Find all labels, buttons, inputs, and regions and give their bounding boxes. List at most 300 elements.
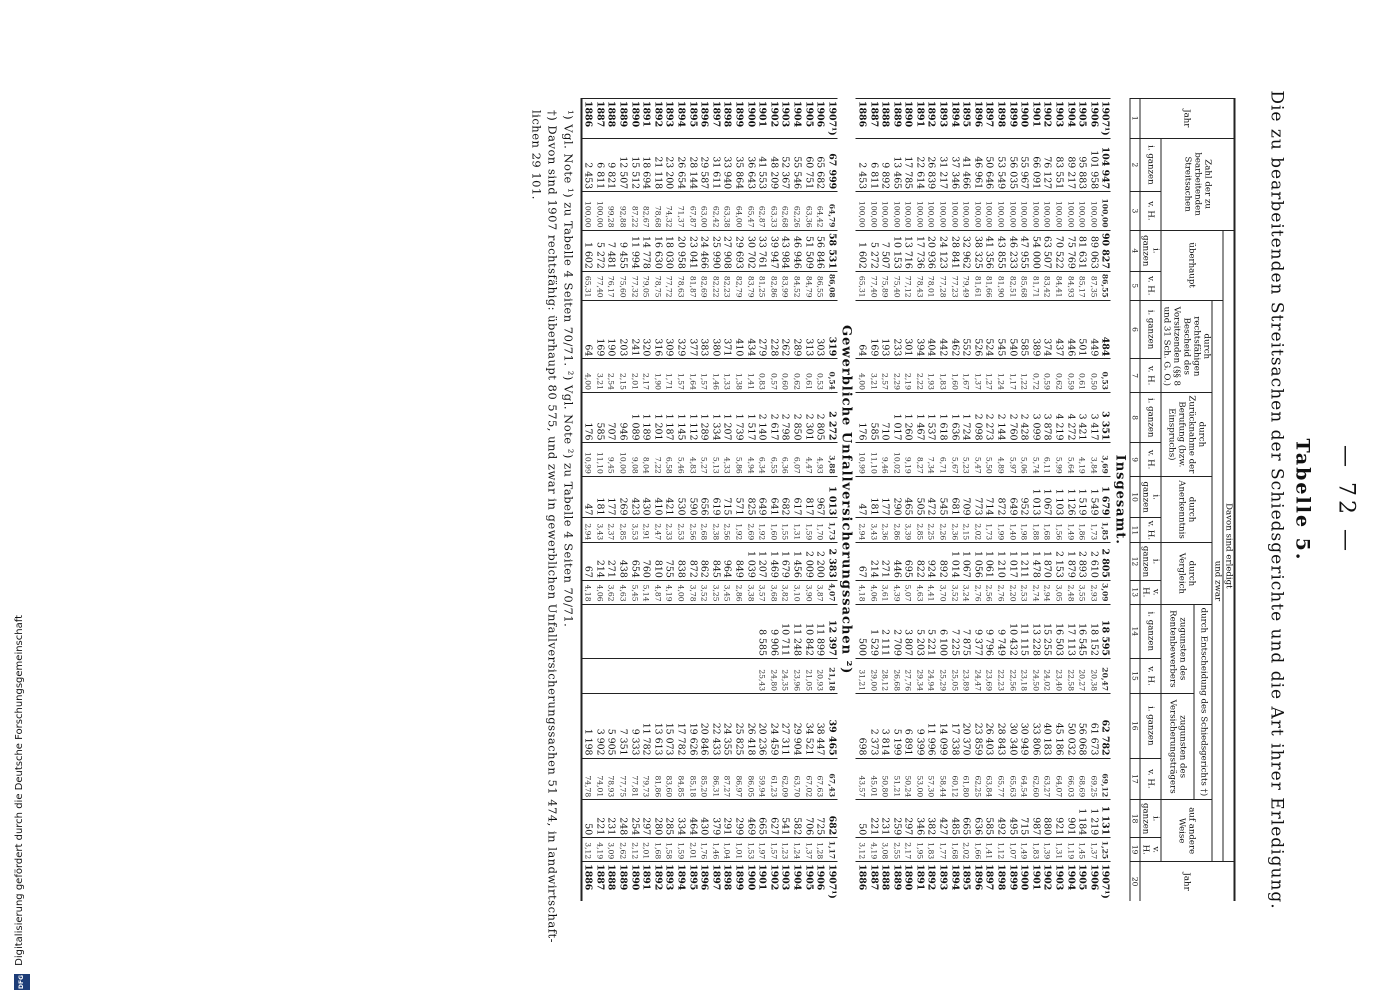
table-row (867, 99, 879, 902)
cell-count: 924 (925, 543, 937, 581)
cell-percent: 77,12 (902, 271, 914, 300)
cell-percent: 83,42 (1041, 271, 1053, 300)
cell-count: 462 (948, 300, 960, 359)
cell-count: 38 325 (971, 230, 983, 271)
cell-percent: 1,98 (1018, 518, 1030, 543)
cell-percent (744, 658, 756, 693)
cell-count: 89 217 (1064, 138, 1076, 192)
cell-count: 7 875 (960, 604, 972, 658)
cell-count: 1 198 (581, 694, 594, 758)
cell-count: 20 846 (698, 694, 710, 758)
cell-count: 530 (674, 476, 686, 518)
column-number: 13 (1130, 580, 1140, 604)
cell-percent: 87,35 (1087, 271, 1099, 300)
cell-count: 89 063 (1087, 230, 1099, 271)
header-und-zwar: und zwar (1212, 300, 1223, 862)
cell-percent: 2,94 (1041, 580, 1053, 604)
cell-count (732, 604, 744, 658)
cell-percent: 1,23 (779, 838, 791, 862)
table-row (1018, 99, 1030, 902)
cell-percent: 57,30 (925, 758, 937, 800)
cell-percent: 2,76 (971, 580, 983, 604)
unit-total: i. ganzen (1140, 800, 1161, 838)
cell-count: 383 (698, 300, 710, 359)
cell-percent: 1,49 (1018, 838, 1030, 862)
cell-year: 1889 (890, 99, 902, 139)
cell-year-right: 1892 (651, 862, 663, 901)
cell-count: 29 904 (790, 694, 802, 758)
cell-percent: 5,99 (1052, 443, 1064, 476)
cell-year: 1894 (948, 99, 960, 139)
cell-count: 7 225 (948, 604, 960, 658)
cell-count: 26 839 (925, 138, 937, 192)
cell-count: 30 949 (1018, 694, 1030, 758)
cell-count: 656 (698, 476, 710, 518)
cell-count: 1 602 (855, 230, 867, 271)
cell-count: 297 (902, 800, 914, 838)
cell-percent: 1,31 (1052, 838, 1064, 862)
cell-percent: 4,41 (925, 580, 937, 604)
cell-count: 259 (890, 800, 902, 838)
cell-count: 51 509 (802, 230, 814, 271)
cell-year-right: 1896 (698, 862, 710, 901)
cell-count: 3 902 (593, 694, 605, 758)
column-number: 17 (1130, 758, 1140, 800)
cell-count: 1 602 (581, 230, 594, 271)
cell-count: 13 228 (1029, 604, 1041, 658)
cell-percent: 78,93 (605, 758, 617, 800)
cell-count: 26 418 (744, 694, 756, 758)
cell-percent: 25,05 (948, 658, 960, 693)
cell-year: 1903 (1052, 99, 1064, 139)
cell-count: 20 958 (674, 230, 686, 271)
cell-percent: 4,63 (616, 580, 628, 604)
cell-count: 725 (814, 800, 826, 838)
cell-year: 1891 (913, 99, 925, 139)
cell-count: 484 (1099, 300, 1111, 359)
cell-percent: 5,06 (1018, 443, 1030, 476)
cell-percent: 24,02 (1041, 658, 1053, 693)
cell-year: 1890 (902, 99, 914, 139)
cell-year-right: 1895 (686, 862, 698, 901)
cell-count (616, 604, 628, 658)
table-row (698, 99, 710, 902)
cell-percent: 6,55 (767, 443, 779, 476)
cell-percent: 1,95 (913, 838, 925, 862)
cell-year-right: 1900 (1018, 862, 1030, 901)
cell-count: 60 751 (802, 138, 814, 192)
cell-count: 346 (913, 800, 925, 838)
cell-count: 40 183 (1041, 694, 1053, 758)
table-row (1041, 99, 1053, 902)
cell-year-right: 1886 (855, 862, 867, 901)
cell-percent: 1,93 (925, 359, 937, 393)
cell-year: 1896 (698, 99, 710, 139)
cell-percent: 0,62 (790, 359, 802, 393)
cell-percent: 10,00 (616, 443, 628, 476)
cell-percent: 9,08 (628, 443, 640, 476)
header-for-applicant: zugunsten des Rentenbewerbers (1161, 604, 1194, 693)
column-number: 11 (1130, 518, 1140, 543)
header-davon: Davon sind erledigt (1223, 230, 1235, 862)
cell-percent: 0,72 (1029, 359, 1041, 393)
cell-count: 50 (581, 800, 594, 838)
cell-year: 1898 (721, 99, 733, 139)
cell-count: 17 113 (1064, 604, 1076, 658)
cell-count: 706 (802, 800, 814, 838)
cell-percent: 3,82 (779, 580, 791, 604)
cell-count: 289 (790, 300, 802, 359)
cell-percent: 1,73 (983, 518, 995, 543)
cell-percent: 82,67 (640, 192, 652, 230)
column-number: 7 (1130, 359, 1140, 393)
cell-year: 1889 (616, 99, 628, 139)
cell-percent: 87,22 (628, 192, 640, 230)
cell-count: 221 (867, 800, 879, 838)
cell-percent: 100,00 (1041, 192, 1053, 230)
cell-percent: 75,89 (879, 271, 891, 300)
cell-percent: 21,05 (802, 658, 814, 693)
cell-percent: 4,94 (744, 443, 756, 476)
cell-count: 755 (663, 543, 675, 581)
cell-count: 177 (605, 476, 617, 518)
cell-percent: 4,19 (663, 580, 675, 604)
cell-count: 1 089 (628, 392, 640, 442)
cell-percent: 1,83 (937, 359, 949, 393)
cell-percent: 1,40 (1006, 518, 1018, 543)
cell-percent: 3,43 (867, 518, 879, 543)
cell-count: 81 631 (1076, 230, 1088, 271)
cell-count: 271 (605, 543, 617, 581)
table-row (651, 99, 663, 902)
cell-count: 17 785 (902, 138, 914, 192)
cell-percent: 1,64 (686, 359, 698, 393)
cell-count: 25 990 (709, 230, 721, 271)
cell-percent: 63,27 (1041, 758, 1053, 800)
column-number: 1 (1130, 99, 1140, 139)
cell-count: 394 (913, 300, 925, 359)
cell-count: 627 (767, 800, 779, 838)
header-units (1140, 99, 1161, 902)
cell-percent: 0,50 (1087, 359, 1099, 393)
cell-count: 233 (890, 300, 902, 359)
cell-year-right: 1889 (616, 862, 628, 901)
cell-count: 715 (1018, 800, 1030, 838)
cell-percent: 5,64 (1064, 443, 1076, 476)
cell-percent: 3,05 (1052, 580, 1064, 604)
cell-count: 465 (902, 476, 914, 518)
cell-percent: 2,20 (1006, 580, 1018, 604)
cell-count: 33 761 (756, 230, 768, 271)
cell-count: 2 805 (1099, 543, 1111, 581)
cell-count: 58 531 (825, 230, 837, 271)
cell-count: 241 (628, 300, 640, 359)
cell-percent: 2,86 (890, 518, 902, 543)
cell-percent: 1,17 (1006, 359, 1018, 393)
cell-count: 50 032 (1064, 694, 1076, 758)
cell-percent (686, 658, 698, 693)
unit-total: i. ganzen (1140, 300, 1161, 359)
cell-count: 303 (814, 300, 826, 359)
cell-count: 9 333 (628, 694, 640, 758)
cell-percent: 3,39 (902, 518, 914, 543)
cell-percent: 67,43 (825, 758, 837, 800)
cell-percent: 0,83 (756, 359, 768, 393)
header-other: auf andere Weise (1161, 800, 1212, 862)
cell-count: 1 013 (825, 476, 837, 518)
cell-count: 55 967 (1018, 138, 1030, 192)
cell-count: 9 749 (994, 604, 1006, 658)
cell-year-right: 1901 (1029, 862, 1041, 901)
cell-count: 872 (994, 476, 1006, 518)
cell-year-right: 1887 (593, 862, 605, 901)
cell-percent: 1,59 (802, 518, 814, 543)
cell-count: 2 428 (1018, 392, 1030, 442)
cell-count: 1 739 (732, 392, 744, 442)
cell-percent: 84,85 (674, 758, 686, 800)
cell-percent: 1,58 (663, 838, 675, 862)
cell-percent: 1,01 (732, 838, 744, 862)
cell-count: 1 112 (686, 392, 698, 442)
cell-count: 33 806 (1029, 694, 1041, 758)
cell-year-right: 1888 (605, 862, 617, 901)
cell-percent: 66,03 (1064, 758, 1076, 800)
cell-percent: 3,45 (721, 580, 733, 604)
cell-count: 967 (814, 476, 826, 518)
cell-year: 1892 (651, 99, 663, 139)
cell-percent: 62,42 (709, 192, 721, 230)
cell-count: 2 760 (1006, 392, 1018, 442)
column-number: 16 (1130, 694, 1140, 758)
header-withdrawal: durch Zurücknahme der Berufung (bzw. Einspruchs) (1161, 392, 1212, 476)
cell-percent: 3,69 (1099, 443, 1111, 476)
cell-count: 52 367 (779, 138, 791, 192)
cell-percent: 2,38 (709, 518, 721, 543)
cell-count: 45 186 (1052, 694, 1064, 758)
table-row (721, 99, 733, 902)
cell-count: 892 (937, 543, 949, 581)
cell-count: 1 519 (1076, 476, 1088, 518)
cell-count: 7 507 (879, 230, 891, 271)
cell-percent: 86,05 (744, 758, 756, 800)
cell-count: 11 996 (925, 694, 937, 758)
cell-percent: 85,20 (698, 758, 710, 800)
cell-year: 1897 (709, 99, 721, 139)
cell-count: 190 (605, 300, 617, 359)
cell-percent: 86,55 (1099, 271, 1111, 300)
cell-count: 437 (1052, 300, 1064, 359)
cell-percent: 3,88 (825, 443, 837, 476)
dfg-sidebar (14, 10, 28, 990)
cell-count: 2 098 (971, 392, 983, 442)
cell-percent: 2,29 (890, 359, 902, 393)
cell-year-right: 1893 (663, 862, 675, 901)
cell-percent: 3,84 (1087, 443, 1099, 476)
cell-count: 15 255 (1041, 604, 1053, 658)
cell-count: 389 (1029, 300, 1041, 359)
cell-percent: 1,25 (1099, 838, 1111, 862)
statistics-table (580, 98, 1235, 901)
cell-percent: 81,86 (651, 758, 663, 800)
cell-count: 1 289 (698, 392, 710, 442)
table-row (855, 99, 867, 902)
cell-percent: 65,47 (744, 192, 756, 230)
cell-count (709, 604, 721, 658)
cell-year: 1897 (983, 99, 995, 139)
cell-count: 501 (1076, 300, 1088, 359)
cell-year-right: 1898 (994, 862, 1006, 901)
cell-count: 964 (721, 543, 733, 581)
cell-count: 70 522 (1052, 230, 1064, 271)
cell-percent: 0,60 (779, 359, 791, 393)
cell-percent: 1,71 (663, 359, 675, 393)
cell-percent: 64,00 (732, 192, 744, 230)
cell-count: 1 210 (994, 543, 1006, 581)
cell-count: 6 811 (867, 138, 879, 192)
cell-count: 1 145 (674, 392, 686, 442)
cell-percent: 1,67 (960, 359, 972, 393)
cell-percent: 4,47 (802, 443, 814, 476)
cell-percent: 65,77 (994, 758, 1006, 800)
cell-percent: 3,57 (756, 580, 768, 604)
cell-count: 46 961 (971, 138, 983, 192)
cell-count (628, 604, 640, 658)
cell-percent: 2,02 (971, 518, 983, 543)
cell-percent: 21,18 (825, 658, 837, 693)
cell-percent: 2,15 (616, 359, 628, 393)
cell-year-right: 1906 (1087, 862, 1099, 901)
cell-count: 2 140 (756, 392, 768, 442)
cell-count: 301 (902, 300, 914, 359)
cell-count: 582 (790, 800, 802, 838)
cell-year-right: 1906 (814, 862, 826, 901)
cell-percent: 1,24 (994, 359, 1006, 393)
cell-percent: 25,43 (756, 658, 768, 693)
cell-count: 20 370 (960, 694, 972, 758)
cell-percent: 3,09 (1099, 580, 1111, 604)
cell-count: 500 (855, 604, 867, 658)
cell-count: 1 039 (744, 543, 756, 581)
cell-count: 279 (756, 300, 768, 359)
cell-count: 27 908 (721, 230, 733, 271)
cell-percent: 1,19 (1064, 838, 1076, 862)
cell-count: 1 061 (983, 543, 995, 581)
cell-count: 24 355 (721, 694, 733, 758)
table-row (937, 99, 949, 902)
cell-percent: 20,93 (814, 658, 826, 693)
cell-year: 1892 (925, 99, 937, 139)
table-row (1099, 99, 1111, 902)
cell-percent: 100,00 (593, 192, 605, 230)
cell-count: 380 (709, 300, 721, 359)
cell-percent: 2,48 (1064, 580, 1076, 604)
cell-count: 2 383 (825, 543, 837, 581)
cell-percent: 100,00 (971, 192, 983, 230)
cell-percent: 2,01 (686, 838, 698, 862)
cell-count: 2 144 (994, 392, 1006, 442)
unit-total: i. ganzen (1140, 230, 1161, 271)
cell-percent: 3,62 (605, 580, 617, 604)
cell-count: 552 (960, 300, 972, 359)
cell-percent: 86,08 (825, 271, 837, 300)
cell-year: 1895 (686, 99, 698, 139)
cell-count: 231 (879, 800, 891, 838)
cell-percent: 63,70 (790, 758, 802, 800)
cell-percent: 1,90 (651, 359, 663, 393)
cell-count: 30 340 (1006, 694, 1018, 758)
column-number: 9 (1130, 443, 1140, 476)
cell-percent: 3,10 (790, 580, 802, 604)
cell-count: 23 041 (686, 230, 698, 271)
cell-year-right: 1891 (913, 862, 925, 901)
cell-percent: 1,70 (814, 518, 826, 543)
cell-percent: 28,12 (879, 658, 891, 693)
cell-count: 50 646 (983, 138, 995, 192)
cell-count: 524 (983, 300, 995, 359)
cell-count: 2 272 (825, 392, 837, 442)
cell-count: 297 (640, 800, 652, 838)
cell-percent: 3,25 (709, 580, 721, 604)
cell-percent: 4,18 (581, 580, 594, 604)
cell-percent: 82,51 (1006, 271, 1018, 300)
cell-count (698, 604, 710, 658)
cell-percent (605, 658, 617, 693)
cell-percent (663, 658, 675, 693)
cell-count: 715 (721, 476, 733, 518)
cell-percent (721, 658, 733, 693)
cell-percent: 2,56 (983, 580, 995, 604)
cell-year: 1901 (1029, 99, 1041, 139)
cell-percent: 100,00 (1006, 192, 1018, 230)
column-number: 5 (1130, 271, 1140, 300)
cell-percent: 25,29 (937, 658, 949, 693)
cell-count: 709 (960, 476, 972, 518)
cell-count: 10 432 (1006, 604, 1018, 658)
cell-percent: 86,55 (814, 271, 826, 300)
cell-count: 280 (651, 800, 663, 838)
table-row (802, 99, 814, 902)
cell-percent: 77,40 (593, 271, 605, 300)
cell-count: 37 346 (948, 138, 960, 192)
cell-percent (616, 658, 628, 693)
cell-percent: 8,27 (913, 443, 925, 476)
cell-percent: 1,28 (814, 838, 826, 862)
cell-count: 585 (983, 800, 995, 838)
cell-percent: 2,56 (686, 518, 698, 543)
cell-year-right: 1902 (767, 862, 779, 901)
cell-count: 9 906 (767, 604, 779, 658)
cell-year-right: 1894 (948, 862, 960, 901)
cell-percent: 1,92 (756, 518, 768, 543)
cell-count: 14 778 (640, 230, 652, 271)
cell-count: 5 203 (913, 604, 925, 658)
table-title: Tabelle 5. (1291, 438, 1313, 562)
cell-percent: 1,99 (994, 518, 1006, 543)
cell-count: 18 030 (663, 230, 675, 271)
cell-percent: 77,28 (937, 271, 949, 300)
cell-count: 1 636 (948, 392, 960, 442)
cell-count: 14 099 (937, 694, 949, 758)
cell-count: 16 545 (1076, 604, 1088, 658)
cell-count: 1 478 (1029, 543, 1041, 581)
cell-percent: 62,68 (779, 192, 791, 230)
cell-count: 1 618 (937, 392, 949, 442)
table-row (948, 99, 960, 902)
cell-percent: 71,37 (674, 192, 686, 230)
cell-count: 371 (721, 300, 733, 359)
cell-percent: 77,32 (628, 271, 640, 300)
cell-count: 1 013 (1029, 476, 1041, 518)
